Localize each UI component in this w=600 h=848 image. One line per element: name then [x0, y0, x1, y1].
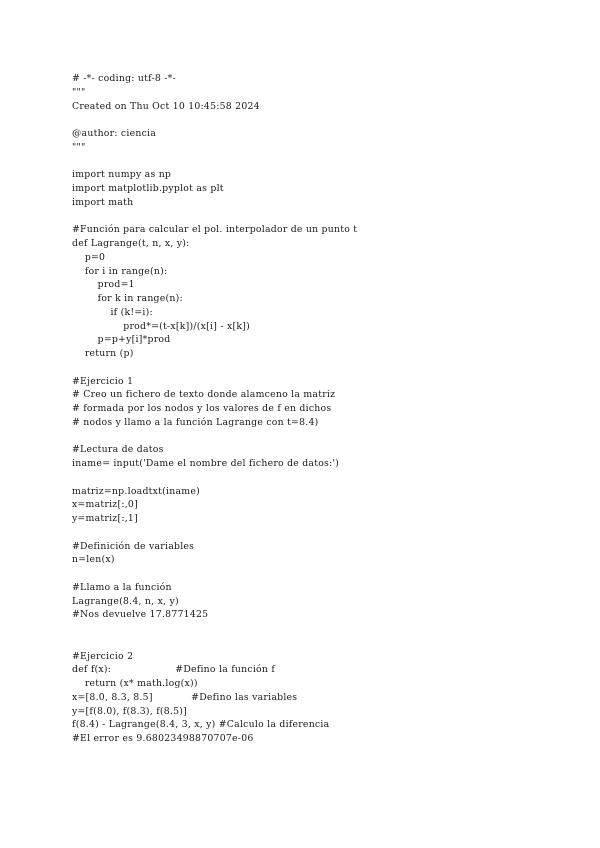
code-line: x=matriz[:,0]	[72, 499, 138, 511]
code-line: #Llamo a la función	[72, 581, 172, 593]
code-line: @author: ciencia	[72, 128, 157, 139]
code-line: prod*=(t-x[k])/(x[i] - x[k])	[72, 320, 250, 332]
code-line: return (x* math.log(x))	[72, 678, 198, 689]
code-line: # formada por los nodos y los valores de f en dichos	[72, 403, 332, 414]
code-line	[72, 471, 572, 485]
code-line	[72, 113, 572, 127]
code-line: #Definición de variables	[72, 540, 195, 552]
code-line: # Creo un fichero de texto donde alamceno la matriz	[72, 389, 336, 401]
code-line: #El error es 9.68023498870707e-06	[72, 733, 254, 744]
code-line: import numpy as np	[72, 169, 172, 181]
code-line: p=0	[72, 251, 106, 263]
code-line	[72, 622, 572, 636]
code-line: for k in range(n):	[72, 293, 183, 304]
code-line: x=[8.0, 8.3, 8.5] #Defino las variables	[72, 691, 298, 703]
code-line: #Función para calcular el pol. interpolador de un punto t	[72, 224, 358, 236]
code-line	[72, 567, 572, 581]
code-line: Lagrange(8.4, n, x, y)	[72, 595, 179, 607]
code-line: iname= input('Dame el nombre del fichero de datos:')	[72, 458, 340, 469]
code-line: # nodos y llamo a la función Lagrange con t=8.4)	[72, 416, 319, 428]
code-line: """	[72, 141, 86, 153]
code-line: def Lagrange(t, n, x, y):	[72, 238, 190, 249]
code-line: """	[72, 86, 86, 98]
code-line: f(8.4) - Lagrange(8.4, 3, x, y) #Calculo la diferencia	[72, 719, 330, 731]
code-line	[72, 361, 572, 375]
code-line: #Lectura de datos	[72, 444, 164, 456]
code-line	[72, 636, 572, 650]
code-line: n=len(x)	[72, 554, 115, 566]
code-line: Created on Thu Oct 10 10:45:58 2024	[72, 100, 260, 112]
code-line: #Ejercicio 1	[72, 375, 134, 387]
code-line: prod=1	[72, 279, 135, 291]
code-line: for i in range(n):	[72, 265, 168, 277]
code-line: return (p)	[72, 348, 134, 359]
code-line	[72, 210, 572, 224]
code-line: import matplotlib.pyplot as plt	[72, 183, 224, 194]
code-listing	[72, 72, 572, 746]
code-line: y=matriz[:,1]	[72, 513, 138, 524]
code-line	[72, 430, 572, 444]
code-line: if (k!=i):	[72, 306, 153, 318]
code-line: p=p+y[i]*prod	[72, 334, 171, 346]
code-line: # -*- coding: utf-8 -*-	[72, 73, 176, 84]
code-line: #Ejercicio 2	[72, 650, 134, 662]
code-line: matriz=np.loadtxt(iname)	[72, 485, 200, 497]
code-line: def f(x): #Defino la función f	[72, 664, 276, 676]
code-line	[72, 526, 572, 540]
code-line: y=[f(8.0), f(8.3), f(8.5)]	[72, 705, 188, 717]
code-line	[72, 155, 572, 169]
code-line: import math	[72, 196, 134, 208]
code-line: #Nos devuelve 17.8771425	[72, 609, 209, 621]
